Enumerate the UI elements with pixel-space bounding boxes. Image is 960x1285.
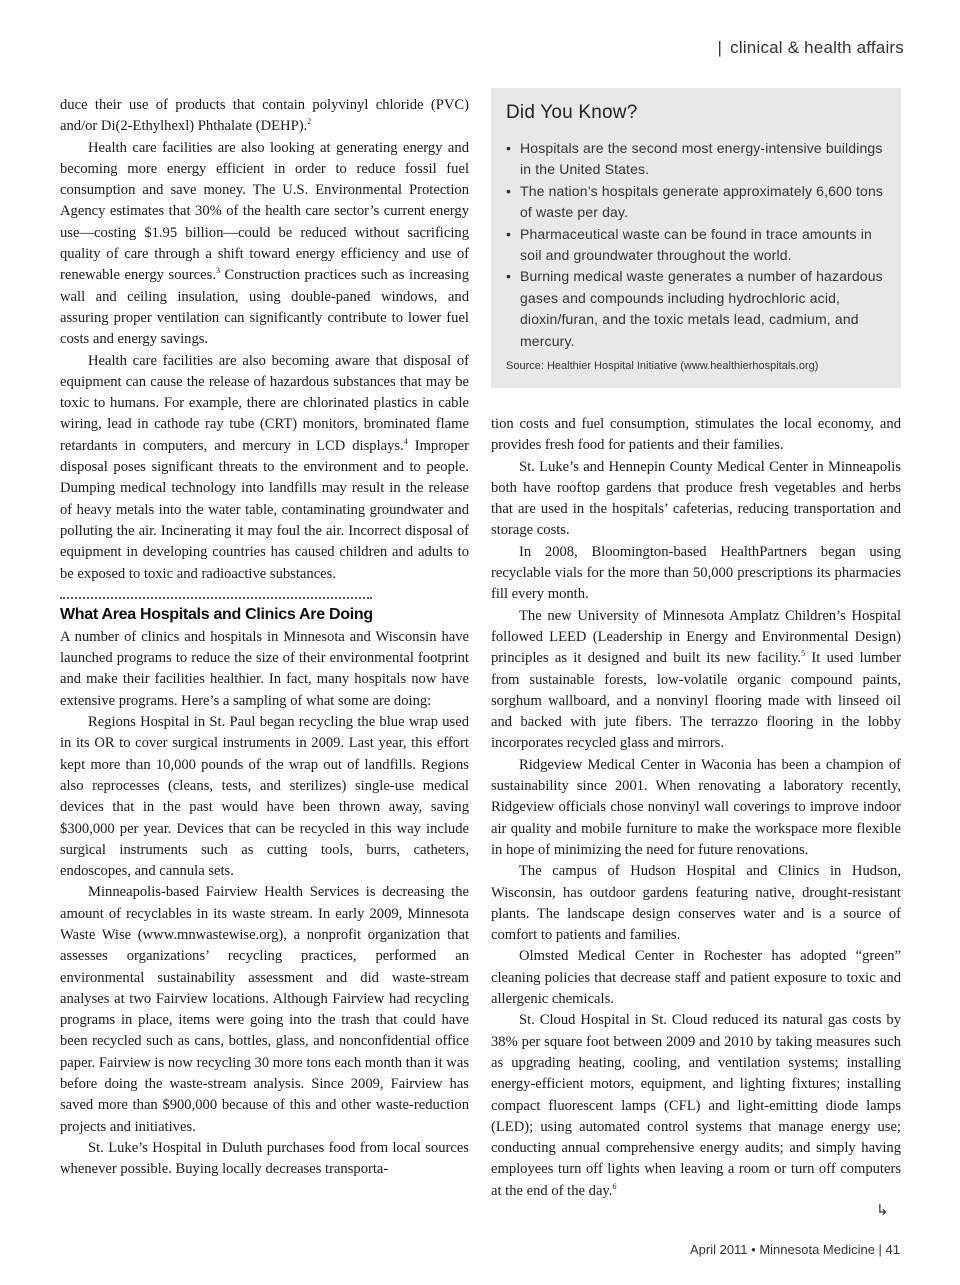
footnote-ref: 2: [307, 117, 312, 127]
paragraph: Regions Hospital in St. Paul began recycling the blue wrap used in its OR to cover surgical instruments in 2009. Last year, this effort kept more than 10,000 pounds of the wrap out of landfills. Regions also reprocesses (cleans, tests, and sterilizes) single-use medical devices that in the past would have been thrown away, saving $300,000 per year. Devices that can be recycled in this way include surgical instruments such as cutting tools, burrs, catheters, endoscopes, and cannula sets.: [60, 714, 469, 880]
fact-item: • Burning medical waste generates a number of hazardous gases and compounds including hydrochloric acid, dioxin/furan, and the toxic metals lead, cadmium, and mercury.: [506, 268, 883, 349]
bullet-icon: •: [506, 182, 512, 199]
header-bar: |: [717, 38, 723, 57]
page-footer: April 2011 • Minnesota Medicine | 41: [689, 1242, 900, 1257]
paragraph: A number of clinics and hospitals in Minnesota and Wisconsin have launched programs to reduce the size of their environmental footprint and make their facilities healthier. In fact, many hospitals now have extensive programs. Here’s a sampling of what some are doing:: [60, 628, 469, 709]
paragraph: In 2008, Bloomington-based HealthPartners began using recyclable vials for the more than 50,000 prescriptions its pharmacies fill every month.: [491, 543, 901, 603]
section-divider: [60, 597, 372, 599]
continue-arrow-icon: ↳: [876, 1201, 889, 1219]
fact-item: • The nation’s hospitals generate approximately 6,600 tons of waste per day.: [506, 182, 884, 221]
paragraph: duce their use of products that contain polyvinyl chloride (PVC) and/or Di(2-Ethylhexl) Phthalate (DEHP).$^2$: [60, 97, 469, 135]
footnote-ref: 6: [612, 1181, 617, 1191]
fact-list: [506, 138, 887, 352]
sidebar-title: Did You Know?: [506, 102, 638, 123]
paragraph: tion costs and fuel consumption, stimulates the local economy, and provides fresh food for patients and their families.: [491, 416, 901, 454]
section-header: [718, 38, 904, 58]
sidebar-source: Source: Healthier Hospital Initiative (www.healthierhospitals.org): [506, 360, 819, 373]
section-heading: What Area Hospitals and Clinics Are Doing: [60, 605, 373, 623]
footnote-ref: 3: [215, 266, 220, 276]
footnote-ref: 5: [801, 649, 806, 659]
paragraph: The campus of Hudson Hospital and Clinics in Hudson, Wisconsin, has outdoor gardens featuring native, drought-resistant plants. The landscape design conserves water and is a source of comfort to patients and families.: [491, 863, 901, 944]
paragraph: The new University of Minnesota Amplatz Children’s Hospital followed LEED (Leadership in Energy and Environmental Design) principles as it designed and built its new facility.$^5$ It used lumber from sustainable forests, low-volatile organic compound paints, sorghum wallboard, and a nonvinyl flooring made with linseed oil and backed with jute fibers. The terrazzo flooring in the lobby incorporates recycled glass and mirrors.: [491, 607, 901, 752]
paragraph: Health care facilities are also becoming aware that disposal of equipment can cause the release of hazardous substances that may be toxic to humans. For example, there are chlorinated plastics in cable wiring, lead in cathode ray tube (CRT) monitors, brominated flame retardants in computers, and mercury in LCD displays.$^4$ Improper disposal poses significant threats to the environment and to people. Dumping medical technology into landfills may result in the release of heavy metals into the water table, contaminating groundwater and polluting the air. Incinerating it may foul the air. Incorrect disposal of equipment in developing countries has caused children and adults to be exposed to toxic and radioactive substances.: [60, 352, 470, 582]
paragraph: Minneapolis-based Fairview Health Services is decreasing the amount of recyclables in its waste stream. In early 2009, Minnesota Waste Wise (www.mnwastewise.org), a nonprofit organization that assesses organizations’ recycling practices, performed an environmental sustainability assessment and did waste-stream analyses at two Fairview locations. Although Fairview had recycling programs in place, items were going into the trash that could have been recycled such as cans, bottles, glass, and nonconfidential office paper. Fairview is now recycling 30 more tons each month than it was before doing the waste-stream analysis. Since 2009, Fairview has saved more than $900,000 because of this and other waste-reduction projects and initiatives.: [60, 884, 469, 1135]
fact-item: • Hospitals are the second most energy-intensive buildings in the United States.: [506, 140, 883, 178]
section-title: clinical & health affairs: [730, 38, 904, 57]
fact-item: • Pharmaceutical waste can be found in trace amounts in soil and groundwater throughout the world.: [506, 225, 872, 264]
paragraph: Health care facilities are also looking at generating energy and becoming more energy efficient in order to reduce fossil fuel consumption and save money. The U.S. Environmental Protection Agency estimates that 30% of the health care sector’s current energy use—costing $1.95 billion—could be reduced without sacrificing quality of care through a shift toward energy efficiency and use of renewable energy sources.$^3$ Construction practices such as increasing wall and ceiling insulation, using double-paned windows, and assuring proper ventilation can significantly contribute to lower fuel costs and energy savings.: [60, 139, 469, 348]
paragraph: Olmsted Medical Center in Rochester has adopted “green” cleaning policies that decrease staff and patient exposure to toxic and allergenic chemicals.: [491, 948, 901, 1008]
paragraph: Ridgeview Medical Center in Waconia has been a champion of sustainability since 2001. When renovating a laboratory recently, Ridgeview officials chose nonvinyl wall coverings to improve indoor air quality and mobile furniture to make the workspace more flexible in hope of minimizing the need for future renovations.: [491, 756, 901, 858]
bullet-icon: •: [506, 268, 512, 285]
paragraph: St. Luke’s Hospital in Duluth purchases food from local sources whenever possible. Buying locally decreases transporta-: [60, 1139, 469, 1178]
paragraph: St. Luke’s and Hennepin County Medical Center in Minneapolis both have rooftop gardens that produce fresh vegetables and herbs that are used in the hospitals’ cafeterias, reducing transportation and storage costs.: [491, 458, 901, 539]
bullet-icon: •: [506, 225, 512, 242]
bullet-icon: •: [506, 140, 512, 156]
paragraph: St. Cloud Hospital in St. Cloud reduced its natural gas costs by 38% per square foot between 2009 and 2010 by taking measures such as upgrading heating, cooling, and ventilation systems; installing energy-efficient motors, equipment, and lighting fixtures; installing compact fluorescent lamps (CFL) and light-emitting diode lamps (LED); using automated control systems that manage energy use; conducting annual comprehensive energy audits; and simply having employees turn off lights when leaving a room or turn off computers at the end of the day.$^6$: [491, 1012, 901, 1199]
did-you-know-sidebar: [491, 88, 901, 388]
footnote-ref: 4: [403, 436, 408, 446]
left-column: [60, 95, 469, 1181]
right-column: [491, 414, 901, 1202]
